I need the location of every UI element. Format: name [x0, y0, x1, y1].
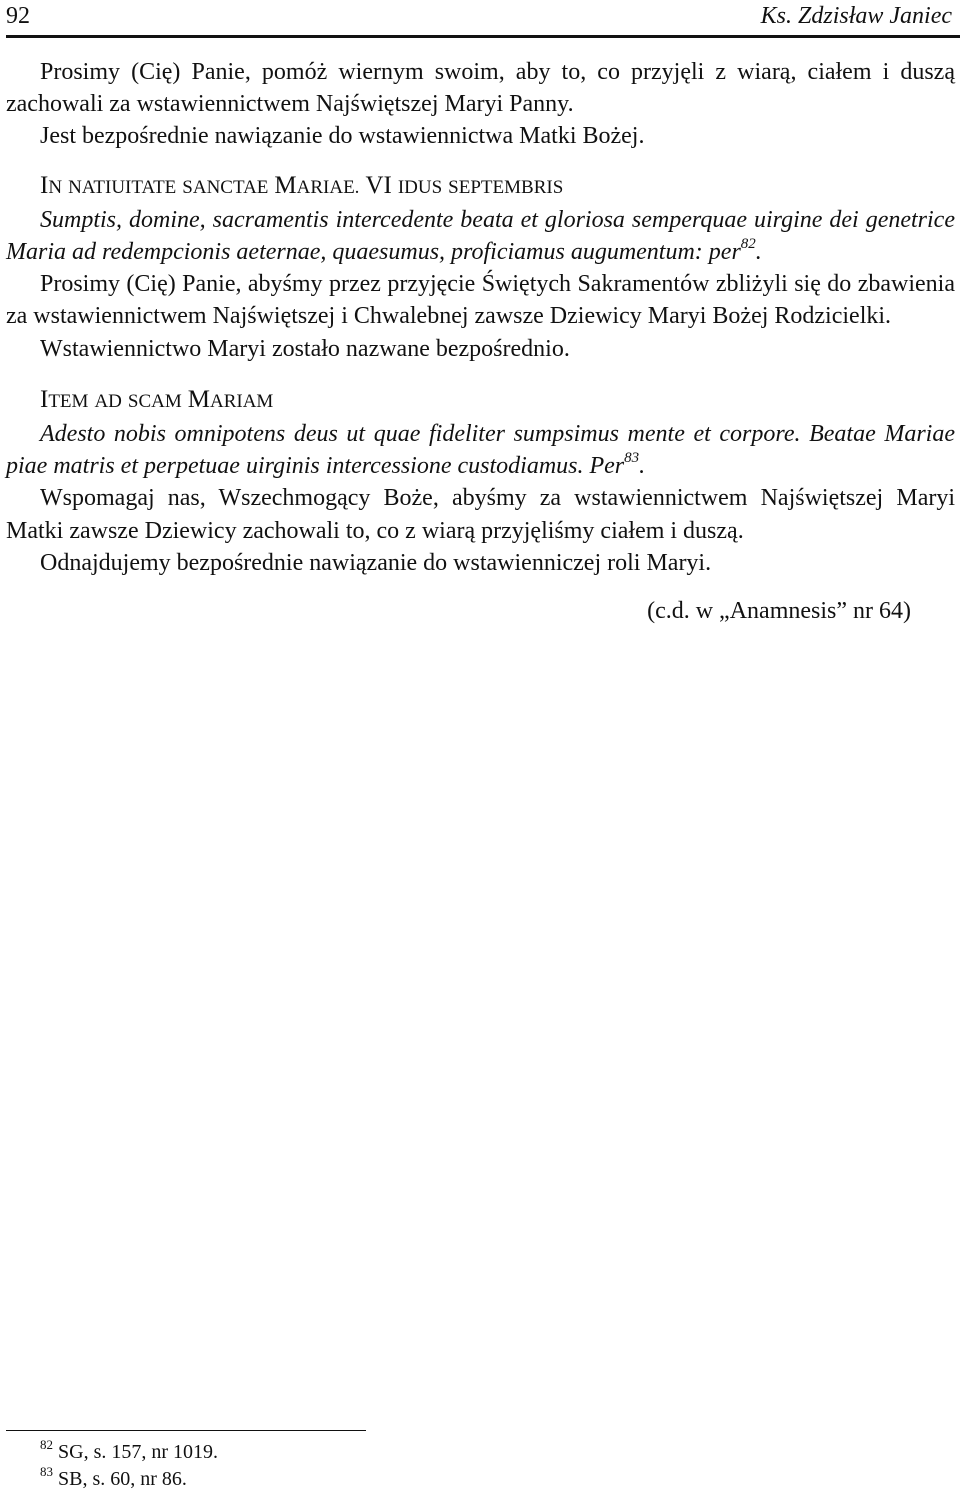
latin-prayer-1: Sumptis, domine, sacramentis intercedente beata et gloriosa semperquae uirgine dei genetrice Maria ad redempcionis aeternae, quaesumus, proficiamus augumentum: per$^{82}$.	[6, 206, 955, 266]
paragraph-prayer-translation-3: Wspomagaj nas, Wszechmogący Boże, abyśmy za wstawiennictwem Najświętszej Maryi Matki zawsze Dziewicy zachowali to, co z wiarą przyjęliśmy ciałem i duszą.	[6, 485, 955, 544]
footnotes	[40, 1439, 218, 1493]
paragraph-commentary-1: Jest bezpośrednie nawiązanie do wstawiennictwa Matki Bożej.	[40, 123, 645, 150]
body-text	[6, 56, 955, 627]
footnote-ref-82: 82	[740, 236, 756, 253]
latin-prayer-2: Adesto nobis omnipotens deus ut quae fideliter sumpsimus mente et corpore. Beatae Mariae piae matris et perpetuae uirginis intercessione custodiamus. Per$^{83}$.	[6, 421, 955, 480]
section-heading-item: ITEM AD SCAM MARIAM	[40, 385, 274, 413]
continuation-note: (c.d. w „Anamnesis” nr 64)	[647, 598, 911, 625]
paragraph-prayer-translation-2: Prosimy (Cię) Panie, abyśmy przez przyjęcie Świętych Sakramentów zbliżyli się do zbawienia za wstawiennictwem Najświętszej i Chwalebnej zawsze Dziewicy Maryi Bożej Rodzicielki.	[6, 271, 955, 330]
paragraph-prayer-translation-1: Prosimy (Cię) Panie, pomóż wiernym swoim, aby to, co przyjęli z wiarą, ciałem i duszą zachowali za wstawiennictwem Najświętszej Maryi Panny.	[6, 59, 955, 118]
footnote-82: $^{82}$ SG, s. 157, nr 1019.	[40, 1437, 219, 1463]
paragraph-commentary-2: Wstawiennictwo Maryi zostało nazwane bezpośrednio.	[40, 335, 570, 362]
paragraph-commentary-3: Odnajdujemy bezpośrednie nawiązanie do wstawienniczej roli Maryi.	[40, 549, 712, 576]
section-heading-nativity: IN NATIUITATE SANCTAE MARIAE. VI IDUS SEPTEMBRIS	[40, 171, 564, 199]
running-head: Ks. Zdzisław Janiec	[760, 3, 952, 29]
footnote-rule	[6, 1430, 366, 1431]
page-number: 92	[6, 3, 30, 29]
footnote-83: $^{83}$ SB, s. 60, nr 86.	[40, 1464, 187, 1490]
footnote-ref-83: 83	[624, 450, 640, 467]
header-rule	[6, 35, 960, 38]
